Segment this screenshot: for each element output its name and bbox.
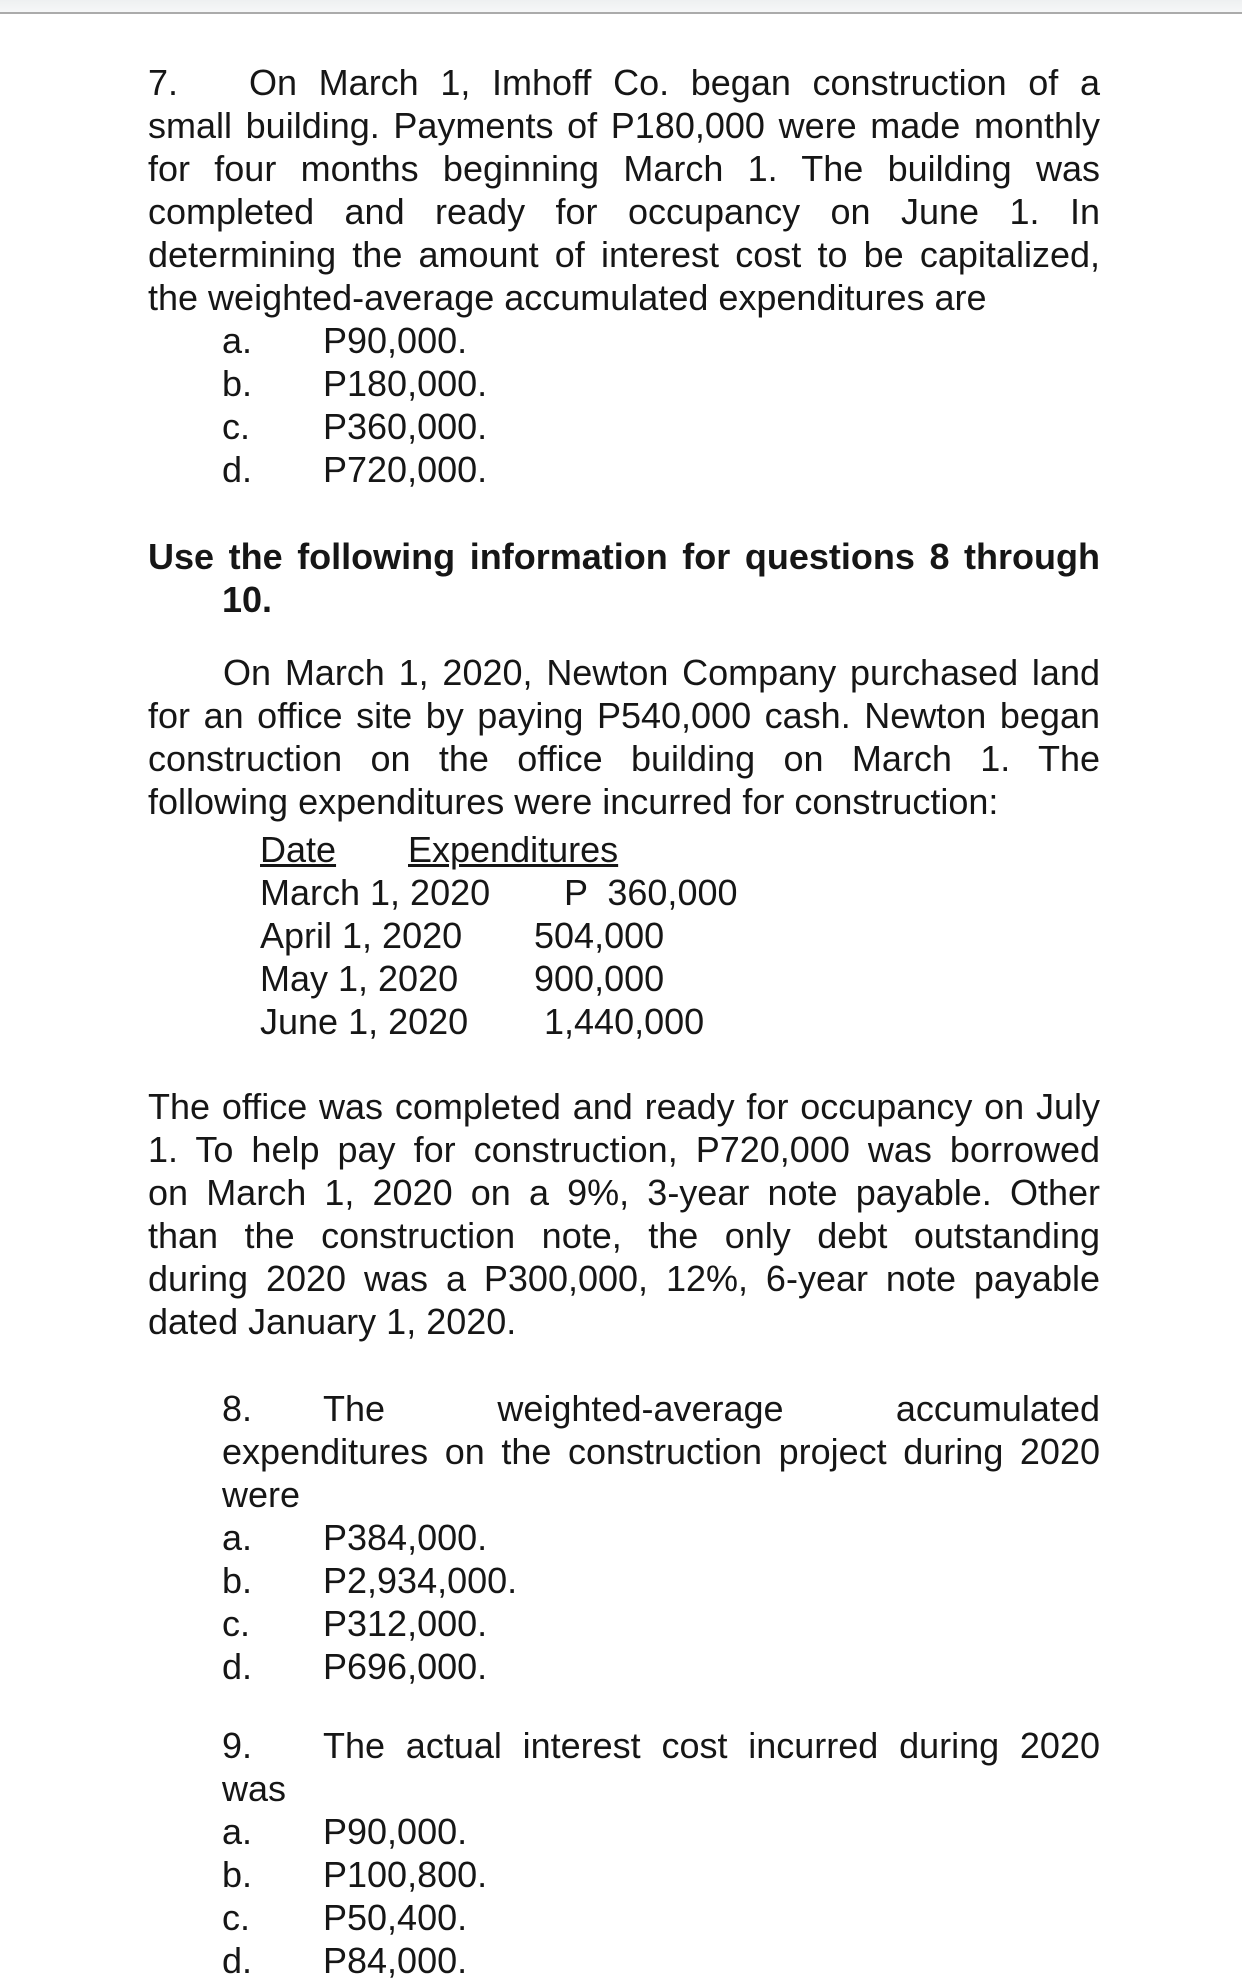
question-number: 8. — [222, 1388, 253, 1429]
info-heading — [148, 535, 1100, 621]
paragraph-line: The office was completed and ready for occupancy on July — [148, 1086, 1100, 1127]
option-row — [222, 1939, 1100, 1982]
question-7-line: determining the amount of interest cost to be capitalized, — [148, 234, 1100, 275]
option-row — [222, 362, 1100, 405]
paragraph-line: 1. To help pay for construction, P720,000 was borrowed — [148, 1129, 1100, 1170]
intro-line: following expenditures were incurred for construction: — [148, 781, 999, 822]
question-7-line: small building. Payments of P180,000 were made monthly — [148, 105, 1100, 146]
info-heading-line: 10. — [222, 579, 273, 620]
info-heading-line: Use the following information for questions 8 through — [148, 536, 1100, 577]
question-text: The actual interest cost incurred during 2020 — [323, 1725, 1100, 1766]
row-amount: 900,000 — [534, 958, 665, 999]
expenditures-header: Expenditures — [408, 829, 619, 870]
option-row — [222, 1853, 1100, 1896]
option-value: P2,934,000. — [323, 1560, 518, 1601]
table-row — [260, 914, 1100, 957]
question-7-section — [148, 61, 1100, 491]
table-row — [260, 871, 1100, 914]
paragraph-line: on March 1, 2020 on a 9%, 3-year note payable. Other — [148, 1172, 1100, 1213]
question-number: 9. — [222, 1725, 253, 1766]
option-value: P384,000. — [323, 1517, 488, 1558]
option-letter: b. — [222, 363, 253, 404]
intro-paragraph — [148, 651, 1100, 823]
question-8-line — [222, 1387, 1100, 1430]
question-9-line: was — [222, 1768, 287, 1809]
option-letter: d. — [222, 1646, 253, 1687]
option-row — [222, 405, 1100, 448]
question-9-line — [222, 1724, 1100, 1767]
option-row — [222, 448, 1100, 491]
option-value: P696,000. — [323, 1646, 488, 1687]
intro-line: for an office site by paying P540,000 cash. Newton began — [148, 695, 1100, 736]
option-letter: c. — [222, 1603, 251, 1644]
option-row — [222, 1559, 1100, 1602]
row-date: June 1, 2020 — [260, 1001, 469, 1042]
option-row — [222, 1645, 1100, 1688]
option-value: P90,000. — [323, 1811, 468, 1852]
question-7-line: completed and ready for occupancy on June 1. In — [148, 191, 1100, 232]
top-edge-bar — [0, 0, 1242, 14]
row-date: March 1, 2020 — [260, 872, 491, 913]
option-letter: b. — [222, 1560, 253, 1601]
question-8-line: expenditures on the construction project during 2020 — [222, 1431, 1100, 1472]
row-date: May 1, 2020 — [260, 958, 459, 999]
row-amount: P 360,000 — [534, 872, 738, 913]
question-7-line — [148, 61, 1100, 104]
intro-line: construction on the office building on March 1. The — [148, 738, 1100, 779]
option-letter: d. — [222, 449, 253, 490]
option-row — [222, 1810, 1100, 1853]
question-7-line: the weighted-average accumulated expenditures are — [148, 277, 987, 318]
paragraph-line: during 2020 was a P300,000, 12%, 6-year note payable — [148, 1258, 1100, 1299]
table-header-row — [260, 828, 1100, 871]
question-8-line: were — [222, 1474, 301, 1515]
option-value: P360,000. — [323, 406, 488, 447]
intro-line: On March 1, 2020, Newton Company purchased land — [223, 652, 1100, 693]
option-letter: a. — [222, 320, 253, 361]
question-7-line: for four months beginning March 1. The building was — [148, 148, 1100, 189]
option-row — [222, 319, 1100, 362]
question-text: The weighted-average accumulated — [323, 1388, 1100, 1429]
option-row — [222, 1602, 1100, 1645]
option-letter: c. — [222, 406, 251, 447]
option-row — [222, 1896, 1100, 1939]
paragraph-line: than the construction note, the only debt outstanding — [148, 1215, 1100, 1256]
document-page — [0, 14, 1242, 1982]
paragraph-line: dated January 1, 2020. — [148, 1301, 517, 1342]
option-value: P90,000. — [323, 320, 468, 361]
question-number: 7. — [148, 62, 179, 103]
option-value: P720,000. — [323, 449, 488, 490]
row-date: April 1, 2020 — [260, 915, 463, 956]
financing-paragraph — [148, 1085, 1100, 1343]
option-value: P312,000. — [323, 1603, 488, 1644]
table-row — [260, 1000, 1100, 1043]
option-letter: b. — [222, 1854, 253, 1895]
option-value: P100,800. — [323, 1854, 488, 1895]
option-row — [222, 1516, 1100, 1559]
option-letter: c. — [222, 1897, 251, 1938]
question-text: On March 1, Imhoff Co. began construction of a — [249, 62, 1100, 103]
expenditure-table — [260, 828, 1100, 1043]
option-value: P50,400. — [323, 1897, 468, 1938]
table-row — [260, 957, 1100, 1000]
date-header: Date — [260, 829, 337, 870]
option-letter: a. — [222, 1517, 253, 1558]
row-amount: 504,000 — [534, 915, 665, 956]
option-letter: a. — [222, 1811, 253, 1852]
option-letter: d. — [222, 1940, 253, 1981]
question-9-section — [222, 1724, 1100, 1982]
option-value: P84,000. — [323, 1940, 468, 1981]
option-value: P180,000. — [323, 363, 488, 404]
row-amount: 1,440,000 — [534, 1001, 705, 1042]
question-8-section — [222, 1387, 1100, 1688]
